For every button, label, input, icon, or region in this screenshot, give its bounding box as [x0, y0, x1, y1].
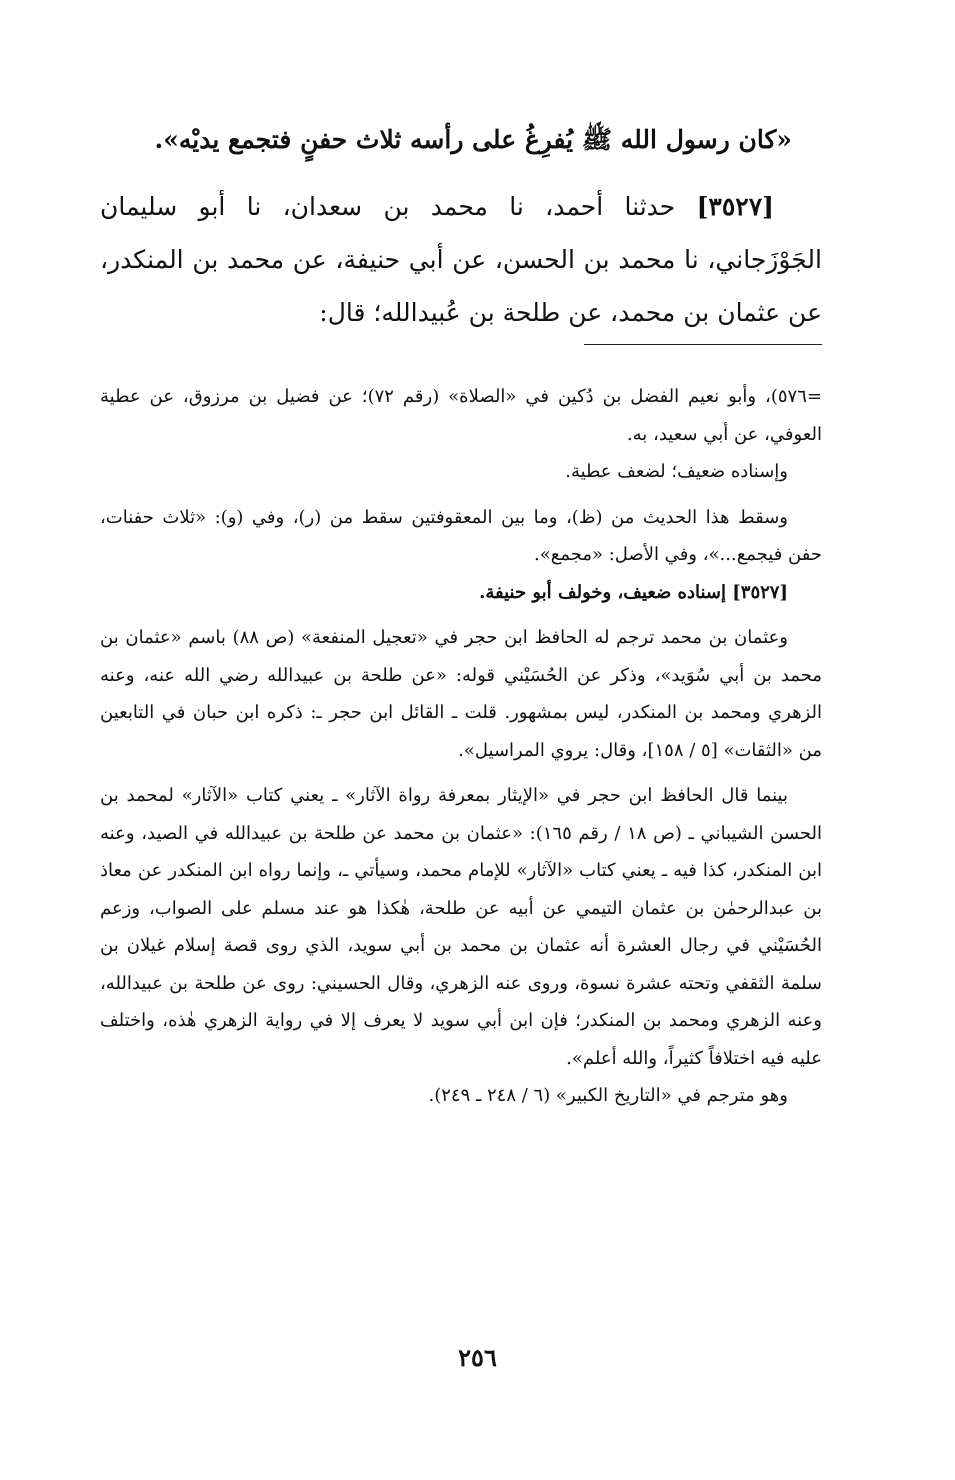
footnotes — [100, 378, 822, 1115]
footnote-paragraph: وعثمان بن محمد ترجم له الحافظ ابن حجر في «تعجيل المنفعة» (ص ٨٨) باسم «عثمان بن محمد بن أبي سُوَيد»، وذكر عن الحُسَيْني قوله: «عن طلحة بن عبيدالله رضي الله عنه، وعنه الزهري ومحمد بن المنكدر، ليس بمشهور. قلت ـ القائل ابن حجر ـ: ذكره ابن حبان في التابعين من «الثقات» [٥ / ١٥٨]، وقال: يروي المراسيل». — [100, 627, 822, 761]
footnote-separator — [584, 344, 822, 345]
isnad-text: حدثنا أحمد، نا محمد بن سعدان، نا أبو سليمان الجَوْزَجاني، نا محمد بن الحسن، عن أبي حنيفة، عن محمد بن المنكدر، عن عثمان بن محمد، عن طلحة بن عُبيدالله؛ قال: — [100, 192, 822, 327]
hadith-text-end: «كان رسول الله ﷺ يُفرِغُ على رأسه ثلاث حفنٍ فتجمع يديْه». — [154, 125, 792, 154]
footnote-continuation: =٥٧٦)، وأبو نعيم الفضل بن دُكين في «الصلاة» (رقم ٧٢)؛ عن فضيل بن مرزوق، عن عطية العوفي، عن أبي سعيد، به. — [100, 386, 822, 445]
hadith-isnad — [100, 180, 822, 339]
footnote-paragraph: وسقط هذا الحديث من (ظ)، وما بين المعقوفتين سقط من (ر)، وفي (و): «ثلاث حفنات، حفن فيجمع...»، وفي الأصل: «مجمع». — [100, 506, 822, 565]
footnote-paragraph: بينما قال الحافظ ابن حجر في «الإيثار بمعرفة رواة الآثار» ـ يعني كتاب «الآثار» لمحمد بن الحسن الشيباني ـ (ص ١٨ / رقم ١٦٥): «عثمان بن محمد عن طلحة بن عبيدالله في الصيد، وعنه ابن المنكدر، كذا فيه ـ يعني كتاب «الآثار» للإمام محمد، وسيأتي ـ، وإنما رواه ابن المنكدر عن معاذ بن عبدالرحمٰن بن عثمان التيمي عن أبيه عن طلحة، هٰكذا هو عند مسلم على الصواب، وزعم الحُسَيْني في رجال العشرة أنه عثمان بن محمد بن أبي سويد، الذي روى قصة إسلام غيلان بن سلمة الثقفي وتحته عشرة نسوة، وروى عنه الزهري، وقال الحسيني: روى عن طلحة بن عبيدالله، وعنه الزهري ومحمد بن المنكدر؛ فإن ابن أبي سويد لا يعرف إلا في رواية الزهري هٰذه، واختلف عليه فيه اختلافاً كثيراً، والله أعلم». — [100, 785, 822, 1069]
footnote-heading: [٣٥٢٧] إسناده ضعيف، وخولف أبو حنيفة. — [479, 581, 788, 603]
hadith-number: [٣٥٢٧] — [696, 192, 774, 221]
page-number: ٢٥٦ — [458, 1343, 497, 1372]
footnote-paragraph: وإسناده ضعيف؛ لضعف عطية. — [565, 461, 788, 482]
footnote-paragraph: وهو مترجم في «التاريخ الكبير» (٦ / ٢٤٨ ـ ٢٤٩). — [428, 1085, 788, 1106]
